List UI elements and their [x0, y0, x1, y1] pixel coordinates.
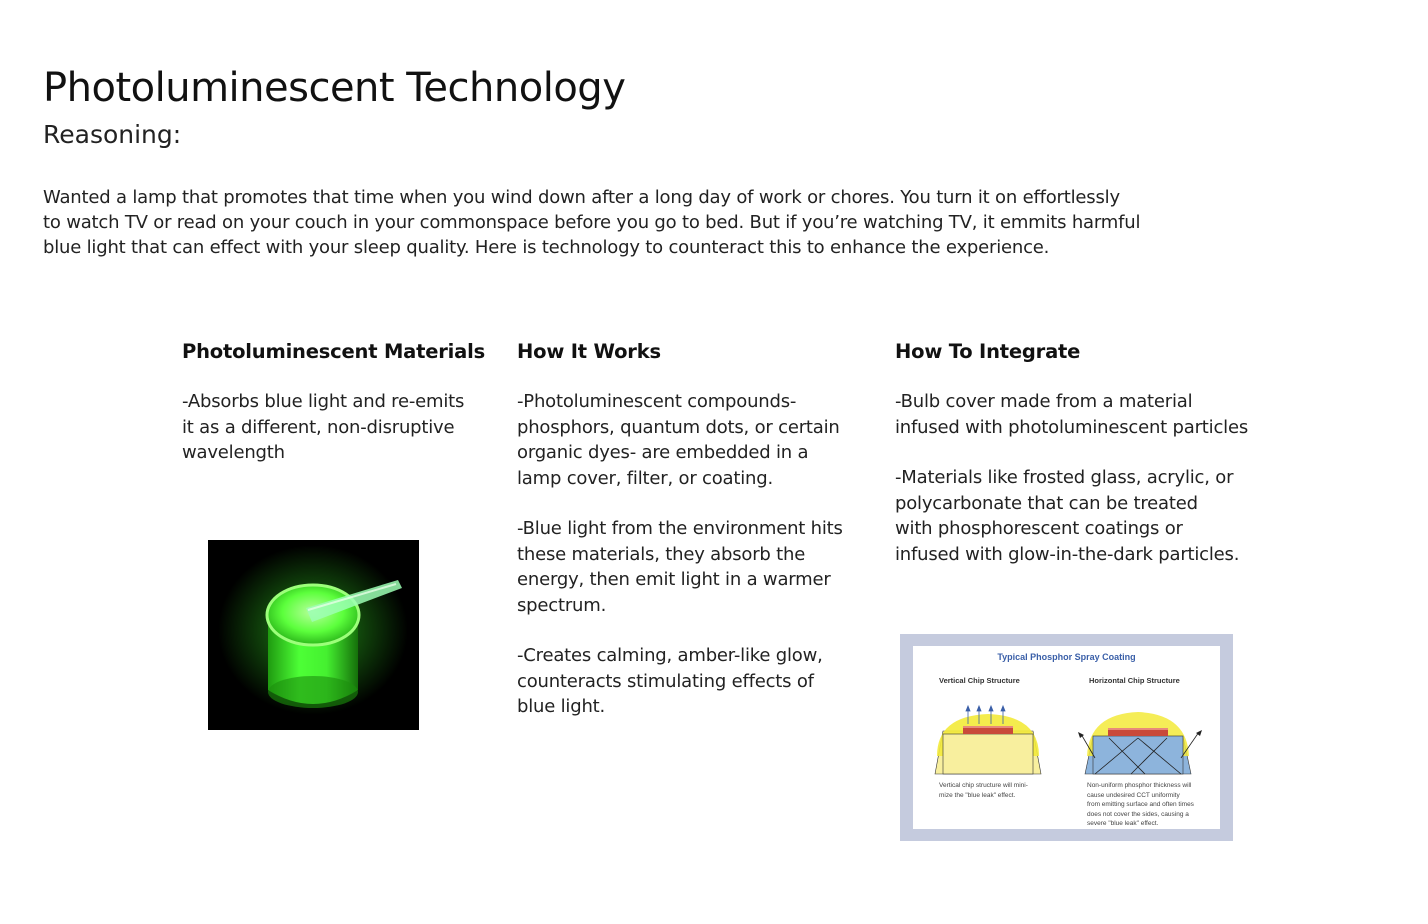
- integrate-paragraph-2: [895, 465, 1265, 567]
- jar-base: [268, 676, 358, 708]
- materials-paragraph: [182, 389, 482, 466]
- text-line: infused with photoluminescent particles: [895, 416, 1249, 438]
- right-chip-coating: [1108, 728, 1168, 730]
- how-it-works-column: [517, 340, 862, 745]
- text-line: -Blue light from the environment hits: [517, 518, 843, 539]
- caption-line: cause undesired CCT uniformity: [1087, 791, 1180, 799]
- chip-structure-illustration: [913, 686, 1220, 776]
- phosphor-coating-diagram: [900, 634, 1233, 841]
- intro-line: Wanted a lamp that promotes that time when you wind down after a long day of work or chores. You turn it on effortlessly: [43, 187, 1120, 208]
- text-line: with phosphorescent coatings or: [895, 518, 1183, 539]
- horizontal-chip-label: Horizontal Chip Structure: [1089, 676, 1180, 685]
- diagram-title: Typical Phosphor Spray Coating: [997, 652, 1136, 662]
- caption-line: from emitting surface and often times: [1087, 801, 1194, 808]
- vertical-chip-label: Vertical Chip Structure: [939, 676, 1020, 685]
- left-chip: [963, 728, 1013, 734]
- horizontal-chip-caption: [1087, 781, 1194, 829]
- text-line: -Photoluminescent compounds-: [517, 391, 797, 412]
- caption-line: does not cover the sides, causing a: [1087, 810, 1189, 818]
- diagram-panel: [913, 646, 1220, 829]
- integrate-column: [895, 340, 1265, 592]
- how-it-works-paragraph-3: [517, 643, 862, 720]
- left-chip-coating: [963, 726, 1013, 728]
- caption-line: Non-uniform phosphor thickness will: [1087, 782, 1192, 789]
- text-line: these materials, they absorb the: [517, 543, 806, 565]
- how-it-works-paragraph-1: [517, 389, 862, 491]
- integrate-heading: How To Integrate: [895, 340, 1081, 363]
- text-line: lamp cover, filter, or coating.: [517, 467, 773, 489]
- materials-heading: Photoluminescent Materials: [182, 340, 486, 363]
- text-line: counteracts stimulating effects of: [517, 670, 814, 692]
- text-line: polycarbonate that can be treated: [895, 492, 1198, 514]
- page-title: Photoluminescent Technology: [43, 64, 626, 111]
- vertical-chip-caption: [939, 781, 1028, 800]
- text-line: -Bulb cover made from a material: [895, 391, 1193, 412]
- glow-jar-photo: [208, 540, 419, 730]
- reasoning-heading: Reasoning:: [43, 120, 182, 149]
- right-package-body: [1093, 736, 1183, 774]
- materials-column: [182, 340, 486, 491]
- intro-line: blue light that can effect with your sleep quality. Here is technology to counteract this to enhance the experience.: [43, 237, 1050, 258]
- text-line: -Creates calming, amber-like glow,: [517, 645, 823, 666]
- text-line: energy, then emit light in a warmer: [517, 569, 831, 590]
- text-line: spectrum.: [517, 594, 607, 616]
- how-it-works-paragraph-2: [517, 516, 862, 618]
- text-line: blue light.: [517, 696, 606, 717]
- right-chip: [1108, 730, 1168, 736]
- text-line: wavelength: [182, 442, 285, 463]
- text-line: -Materials like frosted glass, acrylic, or: [895, 467, 1234, 488]
- reasoning-paragraph: [43, 185, 1163, 260]
- glow-jar-illustration: [208, 540, 419, 730]
- caption-line: severe "blue leak" effect.: [1087, 820, 1159, 827]
- how-it-works-heading: How It Works: [517, 340, 661, 363]
- text-line: infused with glow-in-the-dark particles.: [895, 543, 1240, 565]
- intro-line: to watch TV or read on your couch in your commonspace before you go to bed. But if you’re watching TV, it emmits harmful: [43, 212, 1141, 233]
- text-line: organic dyes- are embedded in a: [517, 442, 809, 463]
- text-line: phosphors, quantum dots, or certain: [517, 416, 840, 438]
- text-line: it as a different, non-disruptive: [182, 416, 455, 438]
- text-line: -Absorbs blue light and re-emits: [182, 391, 465, 412]
- caption-line: mize the "blue leak" effect.: [939, 791, 1016, 799]
- integrate-paragraph-1: [895, 389, 1265, 440]
- left-package-body: [943, 734, 1033, 774]
- caption-line: Vertical chip structure will mini-: [939, 782, 1028, 789]
